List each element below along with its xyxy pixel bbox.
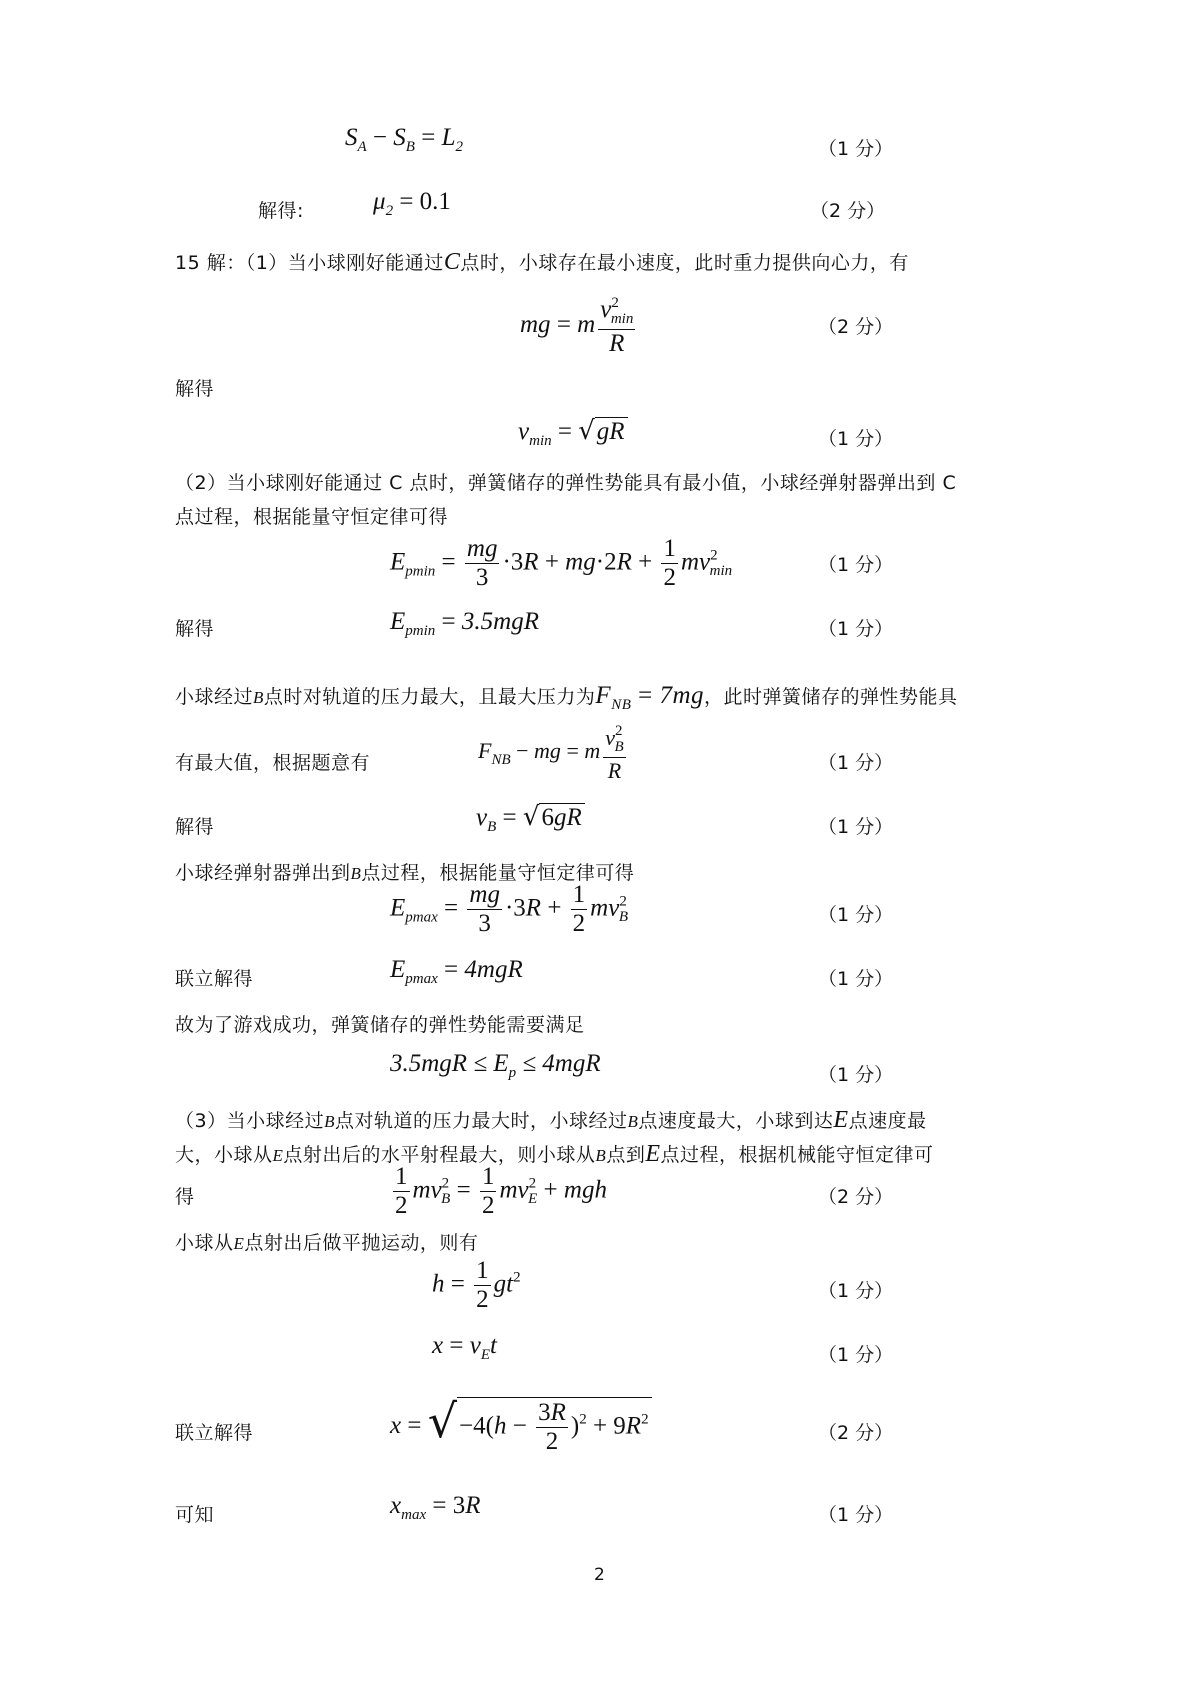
equation-epmin: $E_{pmin}$ = $\frac{mg}{3}$ ·3R + mg·2R + $\frac{1}{2}$ $mv^2_{min}$ <box>390 535 733 592</box>
equation-epmax-value: $E_{pmax} = 4mgR$ <box>390 956 523 987</box>
paragraph-part3-line1: （3）当小球经过B点对轨道的压力最大时，小球经过B点速度最大，小球到达E点速度最 <box>175 1107 927 1133</box>
equation-epmin-value: $E_{pmin} = 3.5mgR$ <box>390 608 539 639</box>
score-label: （2 分） <box>818 316 894 338</box>
equation-centripetal: mg = m $\frac{v^2_{min}}{R}$ <box>520 295 634 357</box>
equation-xmax: $x_{max} = 3R$ <box>390 1492 481 1523</box>
text-kezhi: 可知 <box>175 1504 215 1526</box>
equation-h: h = $\frac{1}{2}$ $gt^2$ <box>432 1257 521 1314</box>
equation-epmax: $E_{pmax}$ = $\frac{mg}{3}$ ·3R + $\frac{1}{2}$ $mv^2_B$ <box>390 881 629 938</box>
equation-inequality: $3.5mgR \le E_p \le 4mgR$ <box>390 1050 601 1081</box>
score-label: （2 分） <box>818 1422 894 1444</box>
text-jiede: 解得 <box>175 378 215 400</box>
paragraph-part2-line1: （2）当小球刚好能通过 C 点时，弹簧储存的弹性势能具有最小值，小球经弹射器弹出到 C <box>175 472 957 494</box>
score-label: （1 分） <box>818 138 894 160</box>
paragraph-part3-line2: 大，小球从E点射出后的水平射程最大，则小球从B点到E点过程，根据机械能守恒定律可 <box>175 1141 934 1167</box>
paragraph-projectile: 小球从E点射出后做平抛运动，则有 <box>175 1232 479 1254</box>
score-label: （1 分） <box>818 816 894 838</box>
score-label: （1 分） <box>818 428 894 450</box>
equation-vmin: $v_{min} = √gR$ <box>518 416 628 450</box>
equation-mu2: $\mu_2 = 0.1$ <box>373 188 451 219</box>
score-label: （1 分） <box>818 618 894 640</box>
equation-x: $x = v_Et$ <box>432 1332 497 1363</box>
score-label: （1 分） <box>818 554 894 576</box>
text-lianli-jiede: 联立解得 <box>175 968 254 990</box>
text-jiede: 解得 <box>175 618 215 640</box>
score-label: （1 分） <box>818 1504 894 1526</box>
score-label: （2 分） <box>810 200 886 222</box>
score-label: （1 分） <box>818 968 894 990</box>
score-label: （2 分） <box>818 1186 894 1208</box>
paragraph-part2-line2: 点过程，根据能量守恒定律可得 <box>175 506 449 528</box>
equation-mechanical-energy: $\frac{1}{2}$ $mv^2_B$ = $\frac{1}{2}$ $mv^2_E$ + mgh <box>395 1163 607 1220</box>
paragraph-q15-intro: 15 解：（1）当小球刚好能通过C点时，小球存在最小速度，此时重力提供向心力，有 <box>175 249 909 275</box>
score-label: （1 分） <box>818 752 894 774</box>
paragraph-part3-line3: 得 <box>175 1186 195 1208</box>
equation-vb: $v_B = √6gR$ <box>476 802 585 836</box>
score-label: （1 分） <box>818 904 894 926</box>
equation-sa-sb: $S_A - S_B = L_2$ <box>345 124 463 155</box>
paragraph-max-pressure: 小球经过B点时对轨道的压力最大，且最大压力为$F_{NB} = 7mg$，此时弹簧储存的弹性势能具 <box>175 682 958 713</box>
paragraph-max-value: 有最大值，根据题意有 <box>175 752 371 774</box>
score-label: （1 分） <box>818 1280 894 1302</box>
score-label: （1 分） <box>818 1344 894 1366</box>
text-jiede: 解得: <box>258 200 304 222</box>
paragraph-condition: 故为了游戏成功，弹簧储存的弹性势能需要满足 <box>175 1014 585 1036</box>
equation-newton-b: $F_{NB}$ − mg = m $\frac{v^2_B}{R}$ <box>478 723 624 783</box>
text-jiede: 解得 <box>175 816 215 838</box>
paragraph-energy-b: 小球经弹射器弹出到B点过程，根据能量守恒定律可得 <box>175 862 635 884</box>
text-lianli-jiede: 联立解得 <box>175 1422 254 1444</box>
page-number: 2 <box>594 1565 605 1585</box>
score-label: （1 分） <box>818 1064 894 1086</box>
equation-x-solution: x = √−4(h − $\frac{3R}{2}$ )$^2 + 9R^2$ <box>390 1394 652 1455</box>
